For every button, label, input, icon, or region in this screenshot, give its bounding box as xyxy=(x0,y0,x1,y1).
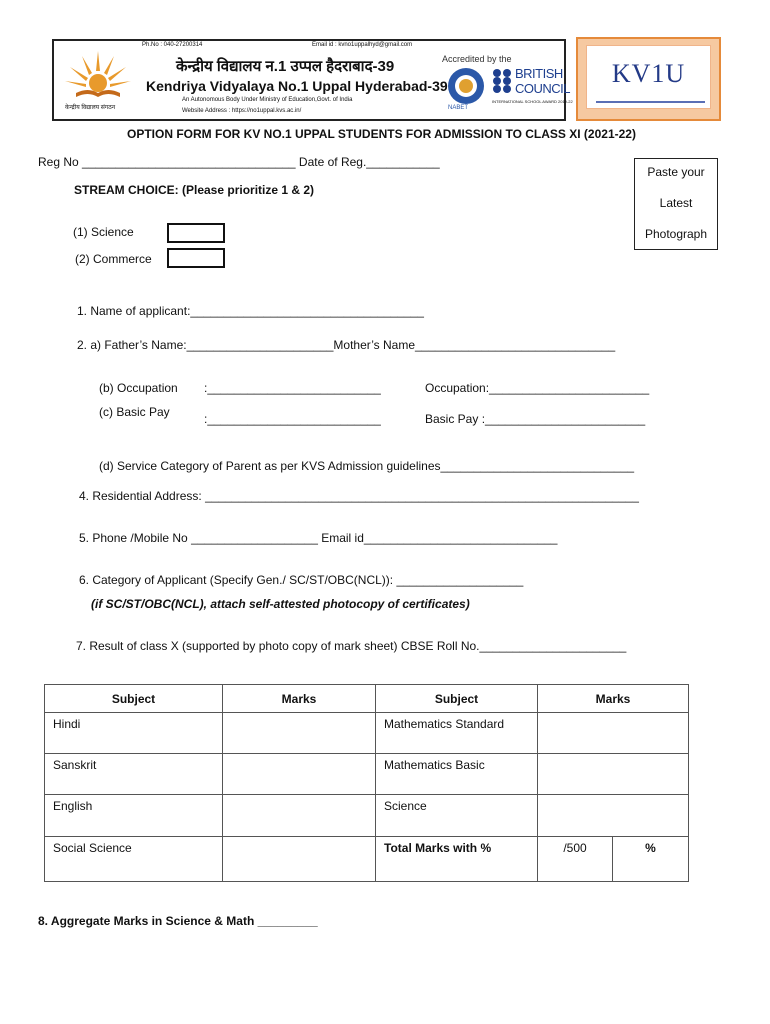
percentage-cell[interactable]: % xyxy=(613,837,689,882)
subject-cell: Hindi xyxy=(45,713,223,754)
kv-code-underline xyxy=(596,101,705,103)
class-x-result-field[interactable]: 7. Result of class X (supported by photo copy of mark sheet) CBSE Roll No.______________________ xyxy=(76,639,627,653)
parents-name-field[interactable]: 2. a) Father’s Name:______________________Mother’s Name______________________________ xyxy=(77,338,616,352)
photo-text-2: Latest xyxy=(659,196,693,210)
aggregate-marks-field[interactable]: 8. Aggregate Marks in Science & Math _________ xyxy=(38,914,318,928)
mother-basic-pay-field[interactable]: Basic Pay :________________________ xyxy=(425,412,646,426)
subject-cell: English xyxy=(45,795,223,837)
table-header: Marks xyxy=(538,685,689,713)
science-option-label: (1) Science xyxy=(73,225,134,239)
total-marks-cell[interactable]: /500 xyxy=(538,837,613,882)
photo-text-3: Photograph xyxy=(644,227,708,241)
table-row xyxy=(45,754,689,795)
council-label: COUNCIL xyxy=(515,81,571,96)
header-phone: Ph.No : 040-27200314 xyxy=(142,42,203,48)
science-priority-box[interactable] xyxy=(167,223,225,243)
header-email: Email id : kvno1uppalhyd@gmail.com xyxy=(312,42,413,48)
school-website: Website Address : https://no1uppal.kvs.ac.in/ xyxy=(182,108,302,114)
school-header xyxy=(52,39,573,121)
father-basic-pay-field[interactable]: :__________________________ xyxy=(204,412,381,426)
intl-award-label: INTERNATIONAL SCHOOL AWARD 2019-22 xyxy=(492,99,573,104)
kv-code-box xyxy=(576,37,721,121)
school-name-hindi: केन्द्रीय विद्यालय न.1 उप्पल हैदराबाद-39 xyxy=(176,58,395,75)
applicant-name-field[interactable]: 1. Name of applicant:___________________________________ xyxy=(77,304,424,318)
marks-cell[interactable] xyxy=(223,713,376,754)
marks-table xyxy=(44,684,689,882)
father-occupation-label: (b) Occupation xyxy=(99,381,178,395)
commerce-option-label: (2) Commerce xyxy=(75,252,152,266)
father-basic-pay-label: (c) Basic Pay xyxy=(99,405,170,419)
accreditation-seal-icon xyxy=(446,66,486,106)
residential-address-field[interactable]: 4. Residential Address: _________________________________________________________________ xyxy=(79,489,639,503)
marks-cell[interactable] xyxy=(223,837,376,882)
subject-cell: Social Science xyxy=(45,837,223,882)
british-council-dots-icon xyxy=(491,68,513,94)
kvs-sun-logo-icon xyxy=(62,47,134,107)
commerce-priority-box[interactable] xyxy=(167,248,225,268)
table-row xyxy=(45,713,689,754)
subject-cell: Sanskrit xyxy=(45,754,223,795)
stream-heading: STREAM CHOICE: (Please prioritize 1 & 2) xyxy=(74,183,315,197)
mother-occupation-field[interactable]: Occupation:________________________ xyxy=(425,381,650,395)
nabet-label: NABET xyxy=(448,105,469,111)
marks-cell[interactable] xyxy=(538,713,689,754)
total-marks-label: Total Marks with % xyxy=(376,837,538,882)
marks-cell[interactable] xyxy=(538,795,689,837)
photo-text-1: Paste your xyxy=(647,165,705,179)
table-header: Marks xyxy=(223,685,376,713)
subject-cell: Mathematics Basic xyxy=(376,754,538,795)
category-note: (if SC/ST/OBC(NCL), attach self-attested photocopy of certificates) xyxy=(91,597,470,611)
table-header-row xyxy=(45,685,689,713)
table-header: Subject xyxy=(376,685,538,713)
form-title: OPTION FORM FOR KV NO.1 UPPAL STUDENTS FOR ADMISSION TO CLASS XI (2021-22) xyxy=(127,127,636,141)
photo-box[interactable] xyxy=(634,158,718,250)
subject-cell: Science xyxy=(376,795,538,837)
marks-cell[interactable] xyxy=(538,754,689,795)
father-occupation-field[interactable]: :__________________________ xyxy=(204,381,381,395)
table-row xyxy=(45,795,689,837)
table-header: Subject xyxy=(45,685,223,713)
service-category-field[interactable]: (d) Service Category of Parent as per KVS Admission guidelines_____________________________ xyxy=(99,459,635,473)
applicant-category-field[interactable]: 6. Category of Applicant (Specify Gen./ SC/ST/OBC(NCL)): ___________________ xyxy=(79,573,524,587)
british-label: BRITISH xyxy=(515,66,563,81)
reg-no-line[interactable]: Reg No ________________________________ Date of Reg.___________ xyxy=(38,155,440,169)
phone-email-field[interactable]: 5. Phone /Mobile No ___________________ Email id_____________________________ xyxy=(79,531,558,545)
kv-code: KV1U xyxy=(611,59,686,88)
accredited-label: Accredited by the xyxy=(442,54,512,64)
logo-caption: केन्द्रीय विद्यालय संगठन xyxy=(65,105,116,111)
table-row-total xyxy=(45,837,689,882)
school-name-english: Kendriya Vidyalaya No.1 Uppal Hyderabad-39 xyxy=(146,78,448,94)
marks-cell[interactable] xyxy=(223,754,376,795)
marks-cell[interactable] xyxy=(223,795,376,837)
subject-cell: Mathematics Standard xyxy=(376,713,538,754)
school-subtitle: An Autonomous Body Under Ministry of Education,Govt. of India xyxy=(182,97,353,103)
